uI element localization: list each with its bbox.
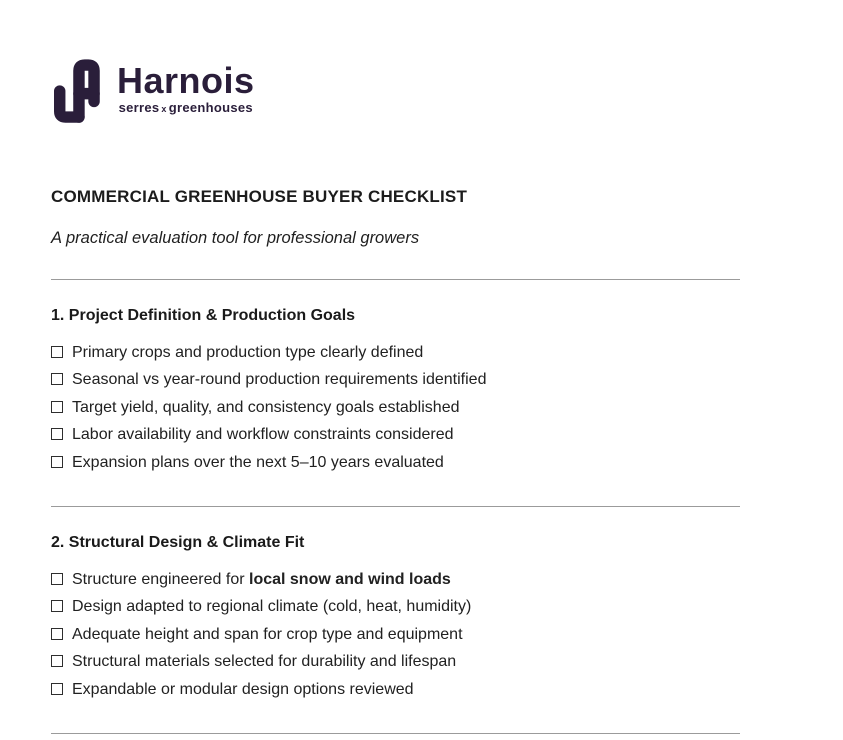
checkbox-unchecked-icon[interactable] (51, 655, 63, 667)
checklist-item (51, 394, 740, 421)
checklist-item-text: Target yield, quality, and consistency goals established (72, 398, 460, 416)
logo-brand-name: Harnois (117, 60, 255, 101)
checklist-sections (51, 306, 740, 734)
checklist-item-text: Structural materials selected for durability and lifespan (72, 653, 457, 671)
checklist-item (51, 339, 740, 366)
checklist-item (51, 621, 740, 648)
logo-tagline-greenhouses: greenhouses (168, 100, 253, 115)
checkbox-unchecked-icon[interactable] (51, 401, 63, 413)
checklist-item (51, 421, 740, 448)
document-content (51, 0, 740, 734)
harnois-logo-mark-icon (54, 56, 106, 124)
harnois-logo (51, 56, 740, 126)
checklist-item (51, 648, 740, 675)
section-heading: 1. Project Definition & Production Goals (51, 307, 356, 324)
checklist-item-text: Design adapted to regional climate (cold, heat, humidity) (72, 598, 472, 616)
checklist-item-text: Seasonal vs year-round production requirements identified (72, 371, 487, 389)
divider (51, 279, 740, 280)
checkbox-unchecked-icon[interactable] (51, 683, 63, 695)
document-title: COMMERCIAL GREENHOUSE BUYER CHECKLIST (51, 187, 468, 206)
checkbox-unchecked-icon[interactable] (51, 600, 63, 612)
checklist (51, 339, 740, 476)
divider (51, 733, 740, 734)
logo-tagline (119, 100, 253, 115)
checklist-item (51, 449, 740, 476)
checkbox-unchecked-icon[interactable] (51, 456, 63, 468)
checkbox-unchecked-icon[interactable] (51, 428, 63, 440)
checklist-item-text: local snow and wind loads (249, 571, 451, 589)
checklist-item (51, 566, 740, 593)
checklist-item-text: Primary crops and production type clearly defined (72, 344, 424, 361)
section-heading: 2. Structural Design & Climate Fit (51, 534, 305, 552)
checklist-item (51, 593, 740, 620)
checklist-item-text: Structure engineered for (72, 571, 249, 589)
logo-text-block (117, 56, 255, 115)
checklist-item (51, 676, 740, 703)
checkbox-unchecked-icon[interactable] (51, 373, 63, 385)
logo-tagline-serres: serres (118, 100, 160, 115)
checkbox-unchecked-icon[interactable] (51, 346, 63, 358)
checklist-item-text: Labor availability and workflow constraints considered (72, 426, 454, 444)
checklist-item-text: Expandable or modular design options reviewed (72, 680, 414, 698)
checklist-item-text: Expansion plans over the next 5–10 years evaluated (72, 453, 444, 471)
checkbox-unchecked-icon[interactable] (51, 573, 63, 585)
checkbox-unchecked-icon[interactable] (51, 628, 63, 640)
document-subtitle: A practical evaluation tool for professional growers (51, 229, 420, 247)
checklist (51, 566, 740, 703)
logo-tagline-x: x (161, 104, 167, 114)
checklist-item (51, 366, 740, 393)
divider (51, 506, 740, 507)
checklist-item-text: Adequate height and span for crop type and equipment (72, 625, 463, 643)
